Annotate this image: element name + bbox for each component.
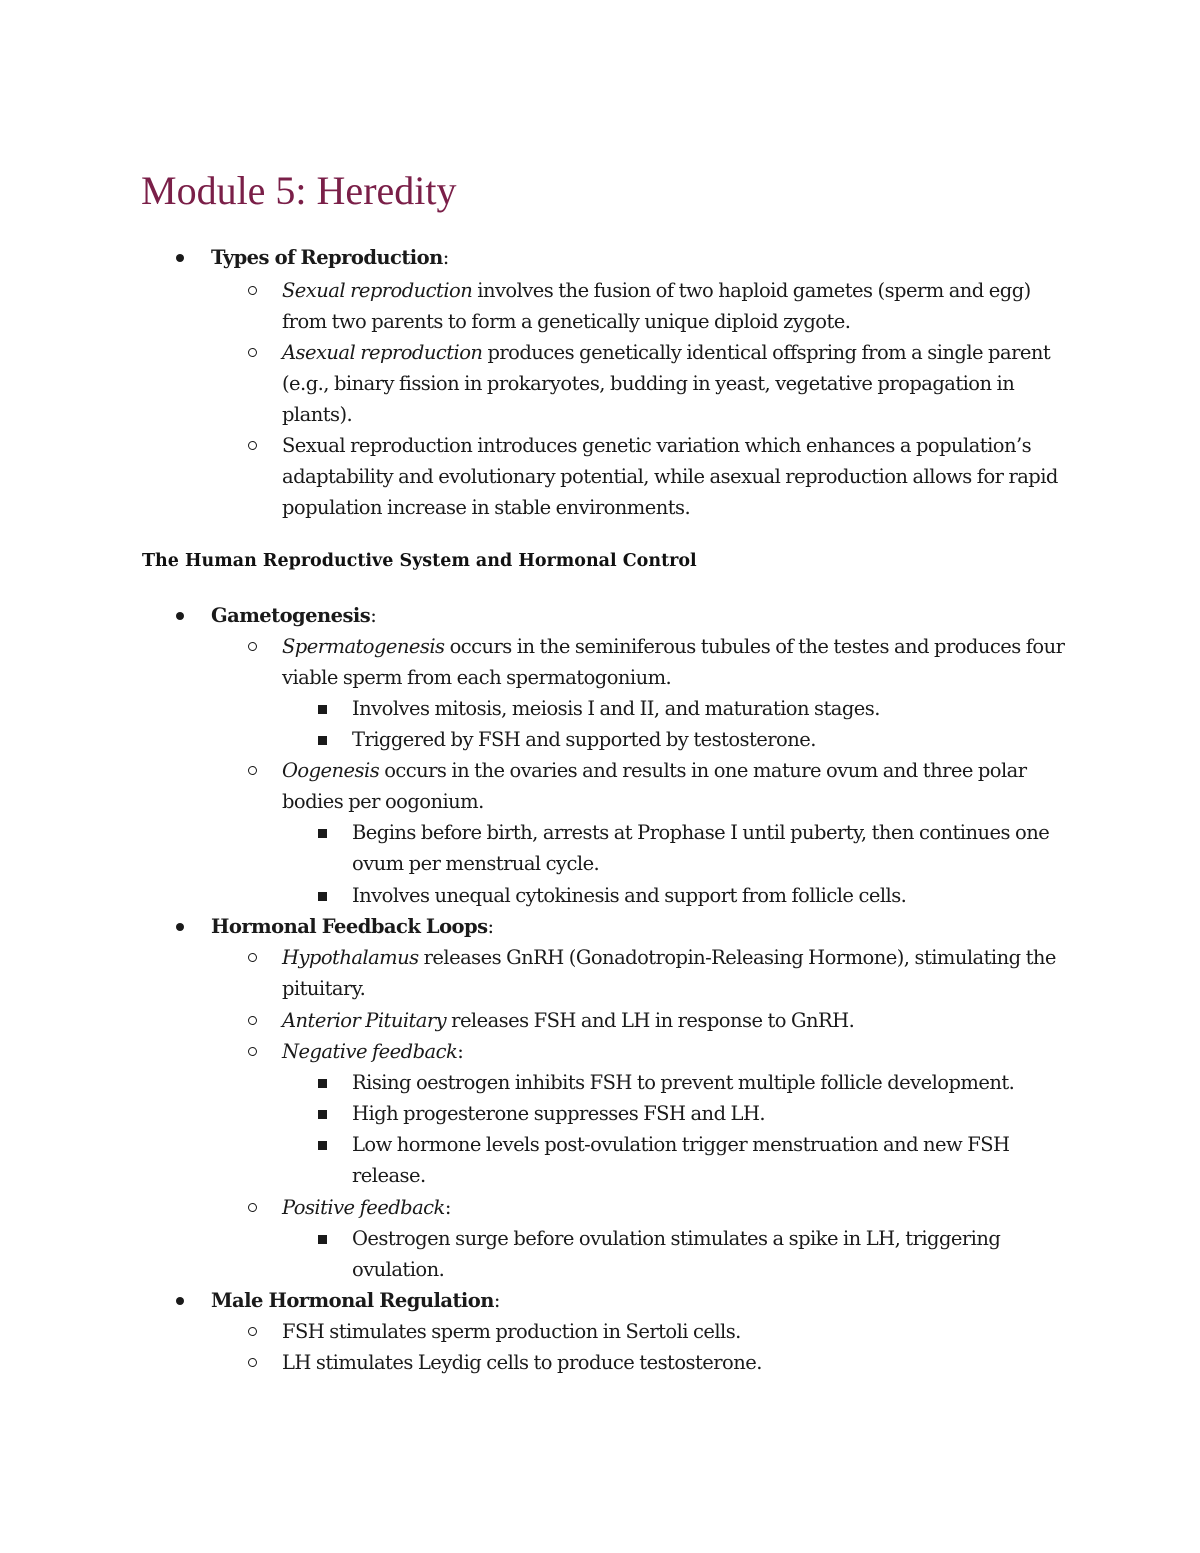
item-label: Male Hormonal Regulation (211, 1289, 494, 1312)
bullet-square-icon (318, 829, 327, 838)
list-item-positive-feedback-detail: Oestrogen surge before ovulation stimulates a spike in LH, triggering ovulation. (352, 1223, 1072, 1285)
bullet-disc-icon (176, 923, 184, 931)
bullet-square-icon (318, 1141, 327, 1150)
list-item-lh-leydig: LH stimulates Leydig cells to produce testosterone. (282, 1347, 1072, 1378)
list-item-genetic-variation: Sexual reproduction introduces genetic variation which enhances a population’s adaptability and evolutionary potential, while asexual reproduction allows for rapid population increase in stable environments. (282, 430, 1072, 523)
list-item-negative-feedback-detail: Low hormone levels post-ovulation trigger menstruation and new FSH release. (352, 1129, 1072, 1191)
list-item-fsh-sertoli: FSH stimulates sperm production in Sertoli cells. (282, 1316, 1072, 1347)
section-heading: The Human Reproductive System and Hormonal Control (142, 551, 697, 571)
bullet-circle-icon (248, 953, 257, 962)
bullet-circle-icon (248, 1358, 257, 1367)
list-item-gametogenesis: Gametogenesis: (211, 600, 1091, 631)
bullet-circle-icon (248, 766, 257, 775)
list-item-hormonal-feedback-loops: Hormonal Feedback Loops: (211, 911, 1091, 942)
bullet-square-icon (318, 705, 327, 714)
bullet-disc-icon (176, 254, 184, 262)
bullet-circle-icon (248, 642, 257, 651)
list-item-types-of-reproduction: Types of Reproduction: (211, 242, 1091, 273)
bullet-disc-icon (176, 612, 184, 620)
list-item-negative-feedback: Negative feedback: (282, 1036, 1072, 1067)
list-item-negative-feedback-detail: Rising oestrogen inhibits FSH to prevent multiple follicle development. (352, 1067, 1072, 1098)
list-item-oogenesis: Oogenesis occurs in the ovaries and results in one mature ovum and three polar bodies per oogonium. (282, 755, 1072, 817)
list-item-oogenesis-detail: Involves unequal cytokinesis and support from follicle cells. (352, 880, 1072, 911)
bullet-circle-icon (248, 1327, 257, 1336)
list-item-oogenesis-detail: Begins before birth, arrests at Prophase I until puberty, then continues one ovum per menstrual cycle. (352, 817, 1072, 879)
bullet-circle-icon (248, 286, 257, 295)
bullet-circle-icon (248, 1203, 257, 1212)
list-item-spermatogenesis-detail: Triggered by FSH and supported by testosterone. (352, 724, 1072, 755)
list-item-hypothalamus: Hypothalamus releases GnRH (Gonadotropin-Releasing Hormone), stimulating the pituitary. (282, 942, 1072, 1004)
list-item-anterior-pituitary: Anterior Pituitary releases FSH and LH in response to GnRH. (282, 1005, 1072, 1036)
item-label: Hormonal Feedback Loops (211, 915, 488, 938)
list-item-negative-feedback-detail: High progesterone suppresses FSH and LH. (352, 1098, 1072, 1129)
list-item-spermatogenesis: Spermatogenesis occurs in the seminiferous tubules of the testes and produces four viable sperm from each spermatogonium. (282, 631, 1072, 693)
list-item-male-hormonal-regulation: Male Hormonal Regulation: (211, 1285, 1091, 1316)
bullet-circle-icon (248, 441, 257, 450)
item-label: Types of Reproduction (211, 246, 443, 269)
bullet-square-icon (318, 1235, 327, 1244)
bullet-square-icon (318, 1079, 327, 1088)
list-item-sexual-reproduction: Sexual reproduction involves the fusion of two haploid gametes (sperm and egg) from two parents to form a genetically unique diploid zygote. (282, 275, 1072, 337)
bullet-circle-icon (248, 348, 257, 357)
list-item-spermatogenesis-detail: Involves mitosis, meiosis I and II, and maturation stages. (352, 693, 1072, 724)
bullet-disc-icon (176, 1297, 184, 1305)
page-title: Module 5: Heredity (141, 168, 457, 213)
bullet-square-icon (318, 736, 327, 745)
bullet-square-icon (318, 1110, 327, 1119)
item-label: Gametogenesis (211, 604, 371, 627)
bullet-square-icon (318, 892, 327, 901)
bullet-circle-icon (248, 1016, 257, 1025)
list-item-asexual-reproduction: Asexual reproduction produces genetically identical offspring from a single parent (e.g., binary fission in prokaryotes, budding in yeast, vegetative propagation in plants). (282, 337, 1072, 430)
bullet-circle-icon (248, 1047, 257, 1056)
list-item-positive-feedback: Positive feedback: (282, 1192, 1072, 1223)
